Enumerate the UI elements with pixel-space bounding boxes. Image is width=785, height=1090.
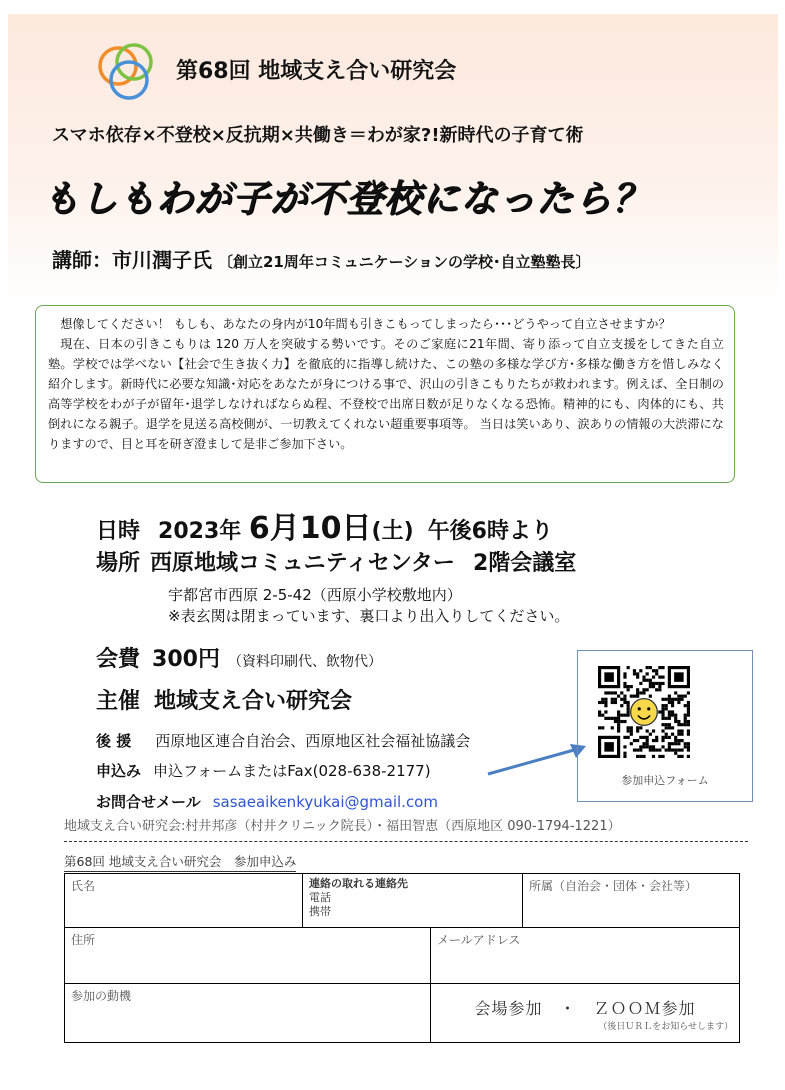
phone-label: 電話 [309, 891, 331, 904]
date-year: 2023年 [158, 519, 242, 544]
main-title: もしもわが子が不登校になったら？ [42, 177, 650, 220]
date-time: 午後6時より [427, 519, 553, 544]
fee-label: 会費 [96, 647, 141, 672]
name-field[interactable] [65, 874, 303, 928]
event-title [176, 54, 456, 85]
event-number: 第68回 [176, 59, 251, 84]
motive-field[interactable] [65, 984, 431, 1042]
venue-name: 西原地域コミュニティセンター [150, 551, 455, 576]
address-field[interactable] [65, 928, 431, 984]
arrow-icon [486, 738, 588, 778]
support-value: 西原地区連合自治会、西原地区社会福祉協議会 [155, 732, 471, 750]
support-row [96, 730, 470, 751]
address-label: 住所 [71, 933, 96, 947]
event-name: 地域支え合い研究会 [258, 59, 457, 84]
qr-label: 参加申込フォーム [621, 774, 709, 787]
contact-names: 地域支え合い研究会:村井邦彦（村井クリニック院長）・福田智恵（西原地区 090-1794-1221） [64, 819, 621, 834]
contact-field[interactable] [303, 874, 523, 928]
intro-paragraph: 想像してください！ もしも、あなたの身内が10年間も引きこもってしまったら･･･どうやって自立させますか？ [60, 317, 671, 331]
affiliation-field[interactable] [523, 874, 739, 928]
rings-logo-icon [96, 42, 158, 104]
name-label: 氏名 [71, 879, 96, 893]
intro-box [35, 305, 735, 483]
intro-paragraph: 現在、日本の引きこもりは 120 万人を突破する勢いです。そのご家庭に21年間、寄り添って自立支援をしてきた自立塾。学校では学べない【社会で生き抜く力】を徹底的に指導し続けた、この塾の多様な学び方･多様な働き方を惜しみなく紹介します。新時代に必要な知識･対応をあなたが身につける事で、沢山の引きこもりたちが救われます。例えば、全日制の高等学校をわが子が留年･退学しなければならぬ程、不登校で出席日数が足りなくなる恐怖。精神的にも、肉体的にも、共倒れになる親子。退学を見送る高校側が、一切教えてくれない超重要事項等。 当日は笑いあり、涙ありの情報の大渋滞になりますので、目と耳を研ぎ澄まして是非ご参加下さい。 [48, 337, 724, 451]
apply-row [96, 760, 431, 781]
host-value: 地域支え合い研究会 [154, 689, 353, 714]
form-title: 第68回 地域支え合い研究会 参加申込み [64, 852, 296, 872]
date-month-day: 6月10日 [248, 511, 372, 546]
apply-value: 申込フォームまたはFax(028-638-2177) [153, 762, 431, 780]
application-form [64, 873, 740, 1043]
fee-note: （資料印刷代、飲物代） [227, 654, 382, 670]
venue-row [96, 546, 576, 577]
lecturer-line [52, 244, 590, 273]
date-weekday: (土) [371, 519, 414, 544]
apply-label: 申込み [96, 762, 142, 780]
contact-row [96, 791, 438, 812]
lecturer-label: 講師： [52, 248, 112, 272]
subtitle: スマホ依存×不登校×反抗期×共働き＝わが家?!新時代の子育て術 [52, 125, 584, 146]
lecturer-affiliation: 〔創立21周年コミュニケーションの学校･自立塾塾長〕 [218, 253, 591, 271]
mobile-label: 携帯 [309, 905, 331, 918]
venue-address: 宇都宮市西原 2-5-42（西原小学校敷地内） [168, 586, 462, 604]
entrance-note: ※表玄関は閉まっています、裏口より出入りしてください。 [168, 607, 570, 625]
venue-label: 場所 [96, 551, 141, 576]
motive-label: 参加の動機 [71, 989, 132, 1003]
email-label: メールアドレス [437, 933, 521, 947]
support-label: 後 援 [96, 732, 132, 750]
host-row [96, 684, 352, 715]
lecturer-name: 市川潤子氏 [112, 248, 212, 272]
affiliation-label: 所属（自治会・団体・会社等） [529, 879, 698, 893]
fee-value: 300円 [152, 647, 220, 672]
qr-code-icon[interactable] [598, 666, 690, 758]
email-field[interactable] [431, 928, 739, 984]
host-label: 主催 [96, 689, 141, 714]
contact-email-link[interactable]: sasaeaikenkyukai@gmail.com [212, 793, 438, 811]
date-row [96, 503, 553, 547]
contact-header: 連絡の取れる連絡先 [309, 877, 408, 890]
attendance-field[interactable] [431, 984, 739, 1042]
fee-row [96, 642, 382, 673]
attendance-note: （後日ＵＲＬをお知らせします） [598, 1022, 733, 1032]
date-label: 日時 [96, 519, 141, 544]
cut-line [64, 841, 748, 842]
contact-label: お問合せメール [96, 793, 201, 811]
venue-room: 2階会議室 [472, 551, 577, 576]
attendance-options[interactable]: 会場参加 ・ ＺＯＯＭ参加 [474, 999, 696, 1018]
